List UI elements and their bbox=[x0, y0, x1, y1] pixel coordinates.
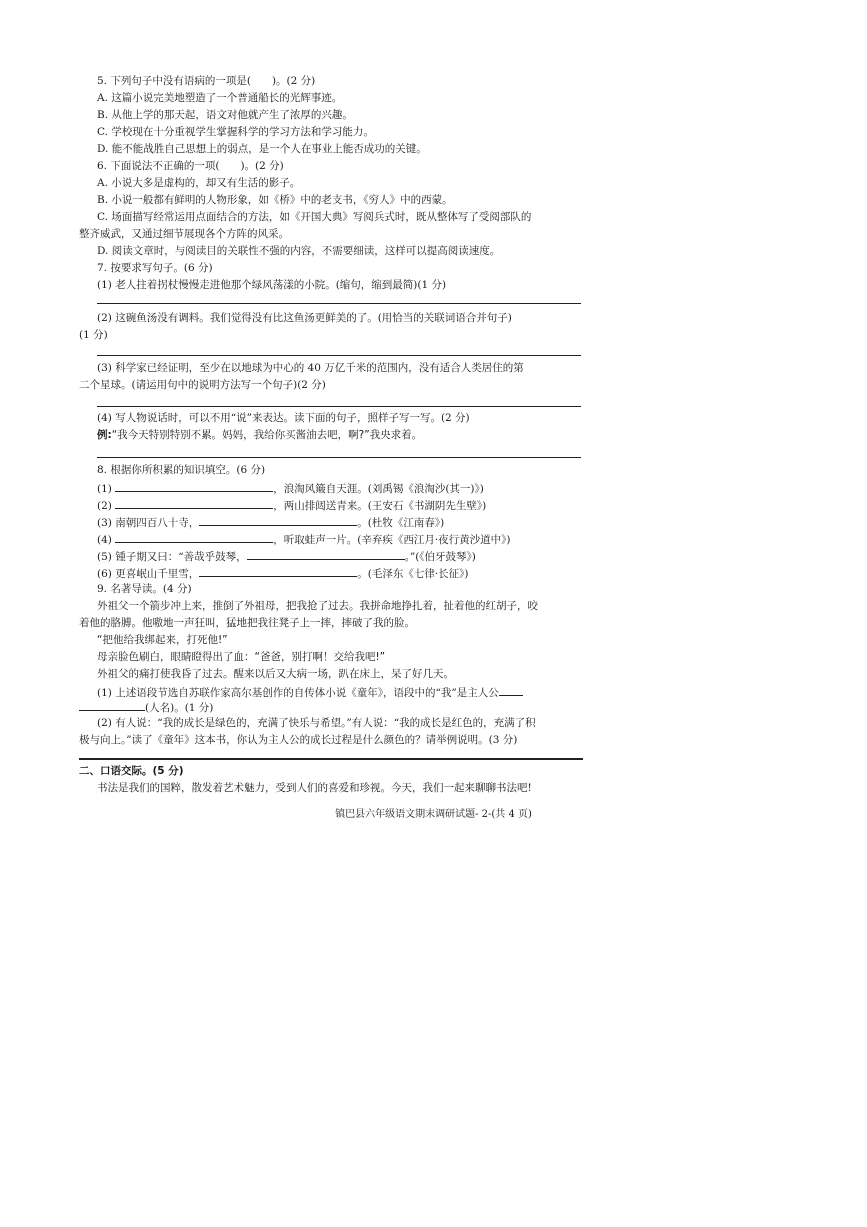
section2-heading: 二、口语交际。(5 分) bbox=[79, 765, 184, 777]
q8-line1-number: (1) bbox=[97, 483, 112, 495]
q9-passage-line4: 母亲脸色刷白，眼睛瞪得出了血：“爸爸，别打啊！交给我吧!” bbox=[97, 651, 386, 663]
q7-example-label: 例: bbox=[97, 429, 112, 441]
q9-sub2-line1: (2) 有人说：“我的成长是绿色的，充满了快乐与希望。”有人说：“我的成长是红色的，充满了积 bbox=[97, 717, 536, 729]
q7-stem: 7. 按要求写句子。(6 分) bbox=[97, 262, 213, 274]
q8-line5 bbox=[97, 548, 476, 564]
q7-sub3-answer-line[interactable] bbox=[97, 406, 581, 407]
q8-line6-source: 。(毛泽东《七律·长征》) bbox=[357, 568, 469, 580]
page-footer: 镇巴县六年级语文期末调研试题- 2-(共 4 页) bbox=[335, 809, 532, 820]
q8-line3-blank[interactable] bbox=[199, 514, 357, 526]
q8-line2-text: ，两山排闼送青来。(王安石《书湖阴先生壁》) bbox=[273, 500, 487, 512]
q7-example-text: “我今天特别特别不累。妈妈，我给你买酱油去吧，啊?”我央求着。 bbox=[111, 429, 423, 441]
q5-stem: 5. 下列句子中没有语病的一项是( )。(2 分) bbox=[97, 75, 316, 87]
q9-sub1-line1 bbox=[97, 684, 523, 700]
q9-sub1-blank-b[interactable] bbox=[79, 699, 145, 711]
q8-line4 bbox=[97, 531, 511, 547]
q9-passage-line3: “把他给我绑起来，打死他!” bbox=[97, 634, 228, 646]
q8-stem: 8. 根据你所积累的知识填空。(6 分) bbox=[97, 464, 266, 476]
q6-option-c-line1: C. 场面描写经常运用点面结合的方法，如《开国大典》写阅兵式时，既从整体写了受阅部队的 bbox=[97, 211, 532, 223]
q7-sub1: (1) 老人拄着拐杖慢慢走进他那个绿风荡漾的小院。(缩句，缩到最简)(1 分) bbox=[97, 279, 447, 291]
q9-sub1-suffix: (人名)。(1 分) bbox=[145, 702, 214, 714]
q7-sub2-line2: (1 分) bbox=[79, 329, 108, 341]
q8-line2 bbox=[97, 497, 486, 513]
q8-line5-blank[interactable] bbox=[247, 548, 405, 560]
q7-sub4: (4) 写人物说话时，可以不用“说”来表达。读下面的句子，照样子写一写。(2 分) bbox=[97, 412, 470, 424]
q7-sub2-line1: (2) 这碗鱼汤没有调料。我们觉得没有比这鱼汤更鲜美的了。(用恰当的关联词语合并句子) bbox=[97, 312, 512, 324]
q5-option-a: A. 这篇小说完美地塑造了一个普通船长的光辉事迹。 bbox=[97, 92, 343, 104]
q8-line2-number: (2) bbox=[97, 500, 112, 512]
q5-option-c: C. 学校现在十分重视学生掌握科学的学习方法和学习能力。 bbox=[97, 126, 374, 138]
q9-sub2-line2: 极与向上。”读了《童年》这本书，你认为主人公的成长过程是什么颜色的？请举例说明。(3 分) bbox=[79, 734, 518, 746]
q7-sub3-line1: (3) 科学家已经证明，至少在以地球为中心的 40 万亿千米的范围内，没有适合人类居住的第 bbox=[97, 362, 524, 374]
q9-passage-line5: 外祖父的痛打使我昏了过去。醒来以后又大病一场，趴在床上，呆了好几天。 bbox=[97, 668, 454, 680]
q7-sub3-line2: 二个星球。(请运用句中的说明方法写一个句子)(2 分) bbox=[79, 379, 326, 391]
q7-sub2-answer-line[interactable] bbox=[97, 355, 581, 356]
q8-line4-number: (4) bbox=[97, 534, 112, 546]
q9-sub1-blank-a[interactable] bbox=[499, 684, 523, 696]
q8-line1 bbox=[97, 480, 484, 496]
q6-option-a: A. 小说大多是虚构的，却又有生活的影子。 bbox=[97, 177, 301, 189]
q7-sub4-answer-line[interactable] bbox=[97, 457, 581, 458]
q6-option-c-line2: 整齐威武，又通过细节展现各个方阵的风采。 bbox=[79, 228, 289, 240]
q9-passage-line1: 外祖父一个箭步冲上来，推倒了外祖母，把我抢了过去。我拼命地挣扎着，扯着他的红胡子，咬 bbox=[97, 600, 538, 612]
q6-stem: 6. 下面说法不正确的一项( )。(2 分) bbox=[97, 160, 284, 172]
q7-example bbox=[97, 428, 422, 442]
q8-line5-text: (5) 锺子期又曰：“善哉乎鼓琴， bbox=[97, 551, 247, 563]
q9-sub1-text: (1) 上述语段节选自苏联作家高尔基创作的自传体小说《童年》，语段中的“我”是主人公 bbox=[97, 687, 499, 699]
q8-line6-text: (6) 更喜岷山千里雪， bbox=[97, 568, 200, 580]
section-divider bbox=[79, 758, 583, 760]
q8-line1-blank[interactable] bbox=[115, 480, 273, 492]
q9-sub1-line2 bbox=[79, 699, 213, 715]
q9-passage-line2: 着他的胳膊。他嗷地一声狂叫，猛地把我往凳子上一摔，摔破了我的脸。 bbox=[79, 617, 415, 629]
q6-option-d: D. 阅读文章时，与阅读目的关联性不强的内容，不需要细读，这样可以提高阅读速度。 bbox=[97, 245, 501, 257]
q8-line3-source: 。(杜牧《江南春》) bbox=[357, 517, 445, 529]
q8-line4-blank[interactable] bbox=[115, 531, 273, 543]
q5-option-b: B. 从他上学的那天起，语文对他就产生了浓厚的兴趣。 bbox=[97, 109, 353, 121]
q7-sub1-answer-line[interactable] bbox=[97, 303, 581, 304]
q6-option-b: B. 小说一般都有鲜明的人物形象，如《桥》中的老支书，《穷人》中的西蒙。 bbox=[97, 194, 453, 206]
section2-text: 书法是我们的国粹，散发着艺术魅力，受到人们的喜爱和珍视。今天，我们一起来聊聊书法吧! bbox=[97, 782, 532, 794]
q8-line2-blank[interactable] bbox=[115, 497, 273, 509]
q8-line1-text: ，浪淘风簸自天涯。(刘禹锡《浪淘沙(其一)》) bbox=[273, 483, 484, 495]
q8-line6 bbox=[97, 565, 469, 581]
q8-line3 bbox=[97, 514, 444, 530]
q8-line5-source: 。”(《伯牙鼓琴》) bbox=[404, 551, 476, 563]
q5-option-d: D. 能不能战胜自己思想上的弱点，是一个人在事业上能否成功的关键。 bbox=[97, 143, 427, 155]
q8-line3-text: (3) 南朝四百八十寺， bbox=[97, 517, 200, 529]
q8-line6-blank[interactable] bbox=[199, 565, 357, 577]
q8-line4-text: ，听取蛙声一片。(辛弃疾《西江月·夜行黄沙道中》) bbox=[273, 534, 511, 546]
q9-stem: 9. 名著导读。(4 分) bbox=[97, 583, 192, 595]
